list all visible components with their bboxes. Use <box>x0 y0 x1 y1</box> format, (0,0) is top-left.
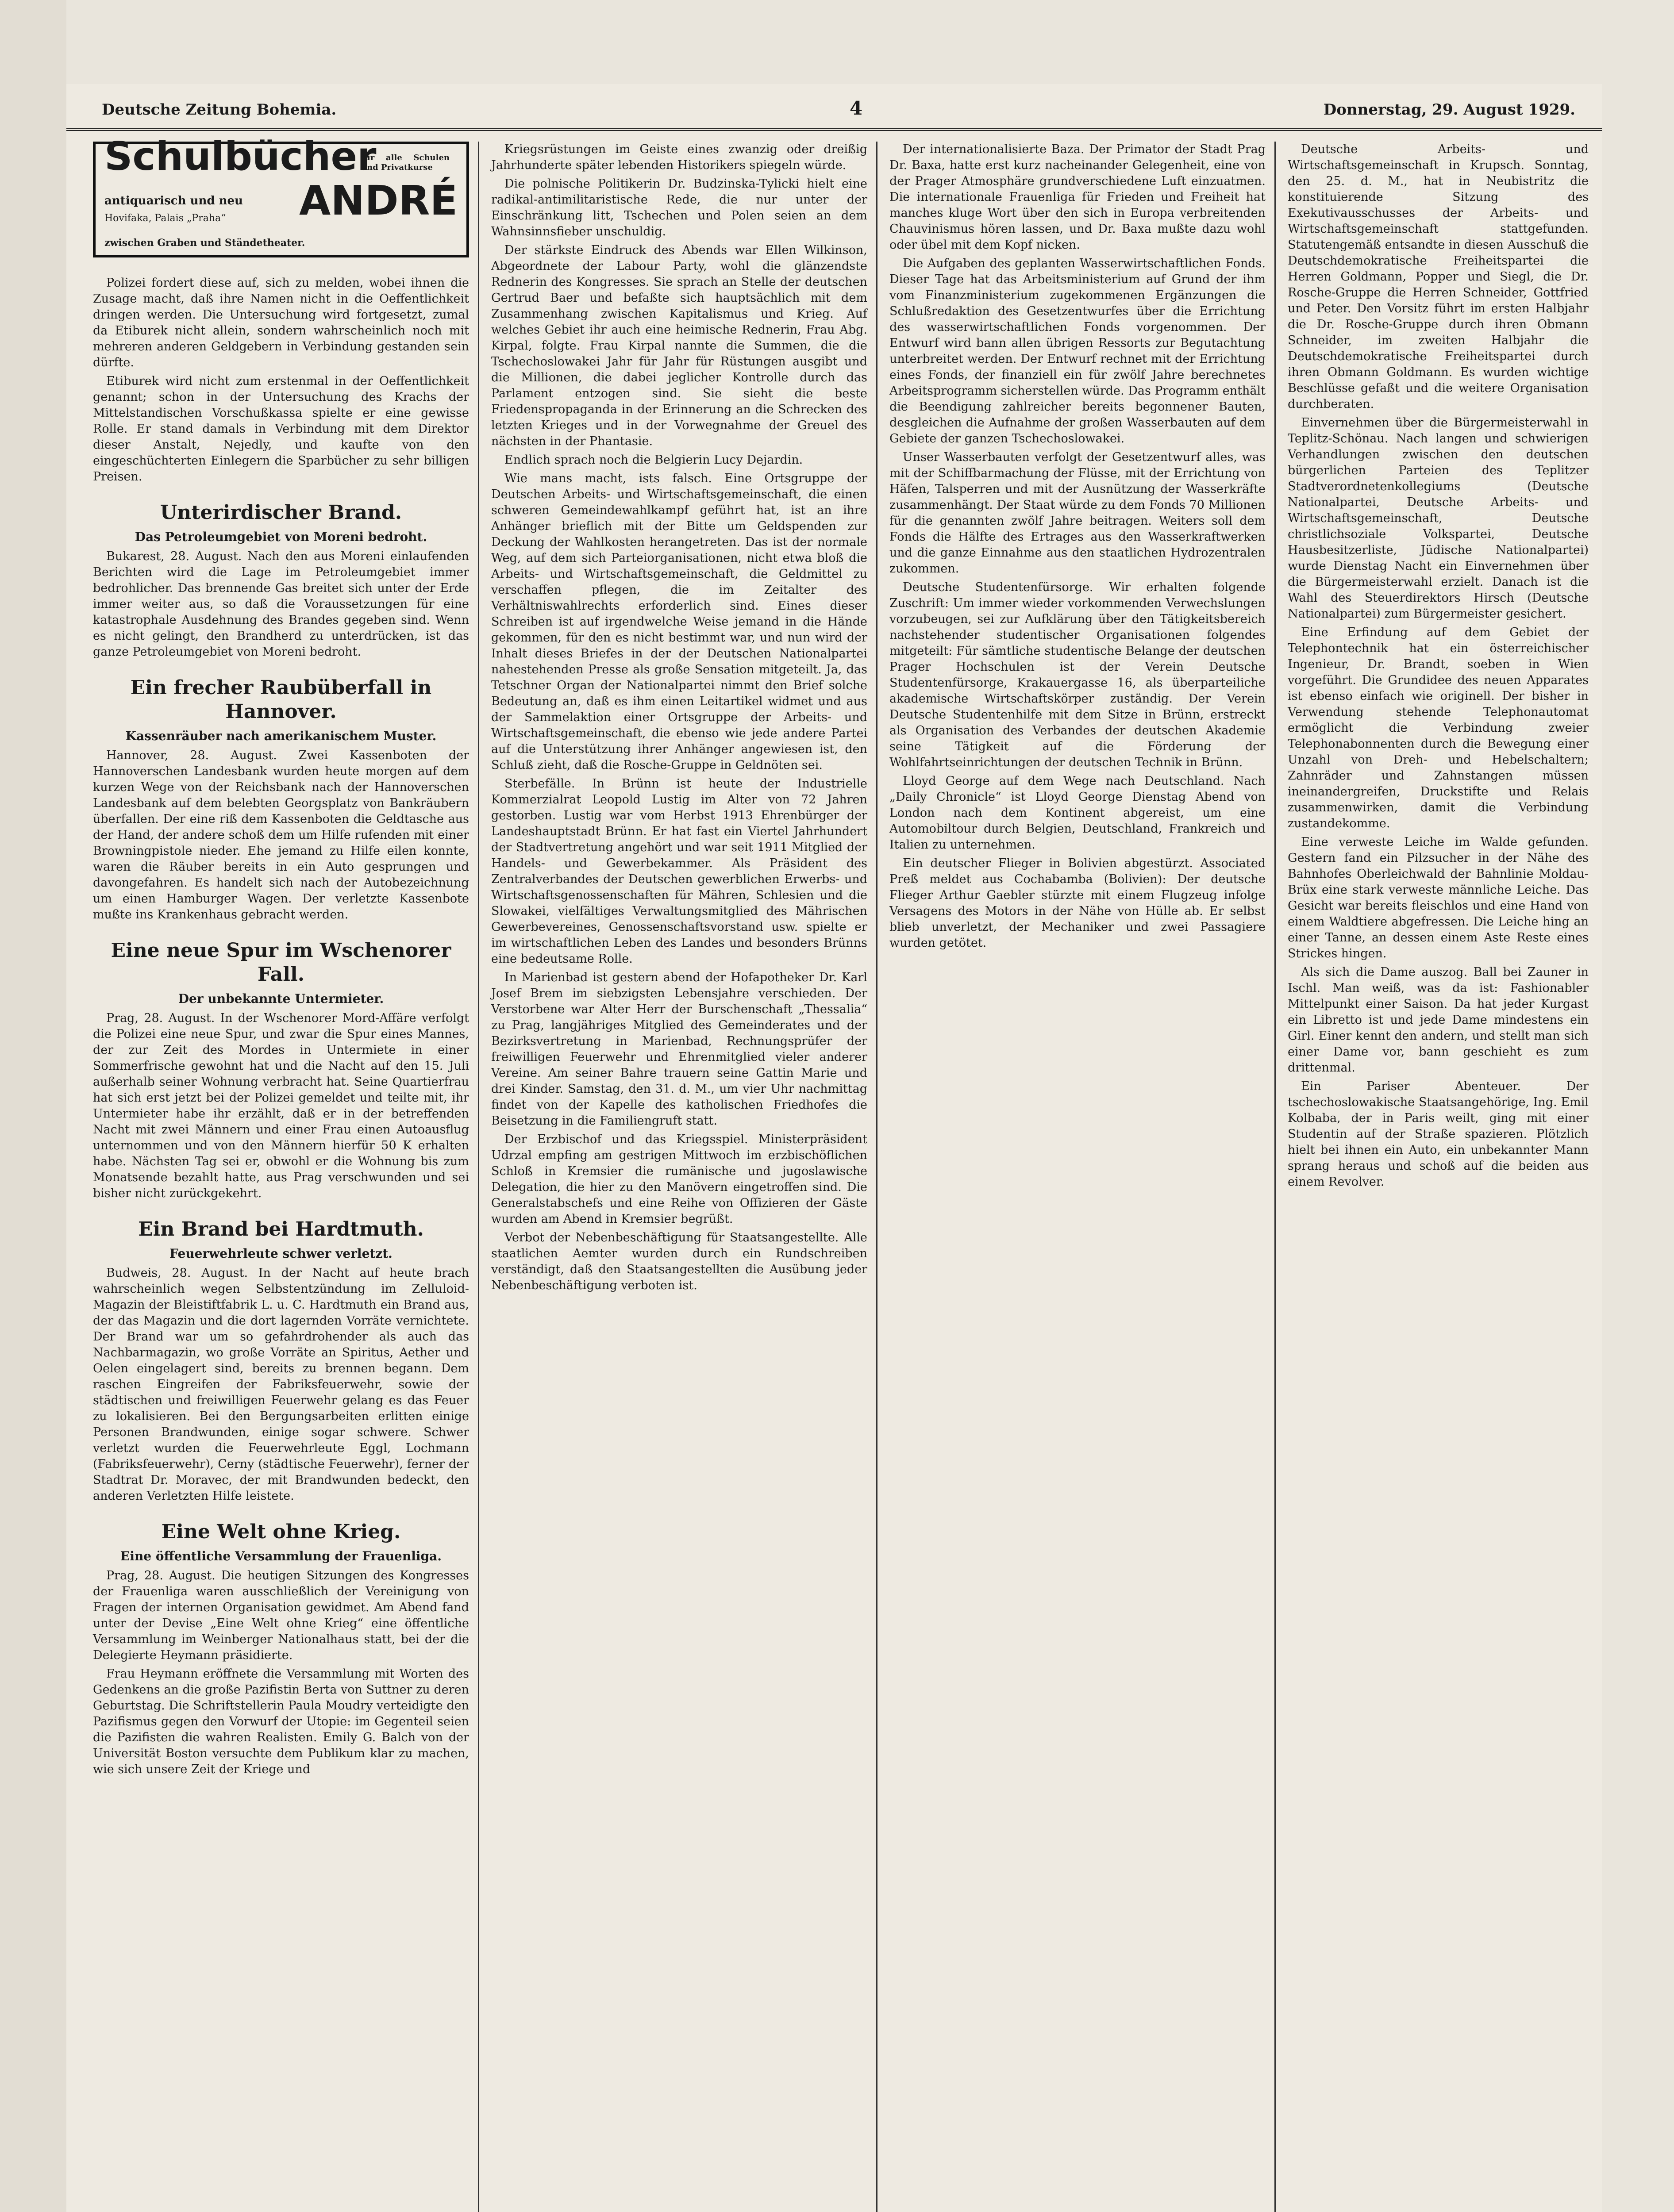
ad-small: für alle Schulen und Privatkurse <box>361 153 450 172</box>
headline: Ein frecher Raubüberfall in Hannover. <box>130 676 432 723</box>
paragraph: Sterbefälle. In Brünn ist heute der Industrielle Kommerzialrat Leopold Lustig im Alter von 72 Jahren gestorben. Lustig war vom Herbst 1913 Ehrenbürger der Landeshauptstadt Brünn. Er hat fast ein Viertel Jahrhundert der Stadtvertretung angehört und war seit 1911 Mitglied der Handels- und Gewerbekammer. Als Präsident des Zentralverbandes der Deutschen gewerblichen Erwerbs- und Wirtschaftsgenossenschaften für Mähren, Schlesien und die Slowakei, vielfältiges Verwaltungsmitglied des Mährischen Gewerbevereines, Genossenschaftsvorstand usw. spielte er im wirtschaftlichen Leben des Landes und besonders Brünns eine bedeutsame Rolle. <box>491 777 867 966</box>
paragraph: Deutsche Studentenfürsorge. Wir erhalten folgende Zuschrift: Um immer wieder vorkommenden Verwechslungen vorzubeugen, sei zur Aufklärung über den Tätigkeitsbereich nachstehender studentischer Organisationen folgendes mitgeteilt: Für sämtliche studentische Belange der deutschen Prager Hochschulen ist der Verein Deutsche Studentenfürsorge, Krakauergasse 16, als überparteiliche akademische Wirtschaftskörper zuständig. Der Verein Deutsche Studentenhilfe mit dem Sitze in Brünn, erstreckt als Organisation des Verbandes der deutschen Akademie seine Tätigkeit auf die Förderung der Wohlfahrtseinrichtungen der deutschen Technik in Brünn. <box>889 580 1266 769</box>
paragraph: Eine verweste Leiche im Walde gefunden. Gestern fand ein Pilzsucher in der Nähe des Bahnhofes Oberleichwald der Bahnlinie Moldau-Brüx eine stark verweste männliche Leiche. Das Gesicht war bereits fleischlos und eine Hand von einem Waldtiere abgefressen. Die Leiche hing an einer Tanne, an dessen einem Aste Reste eines Strickes hingen. <box>1288 835 1589 960</box>
column-rule <box>876 142 877 2212</box>
paragraph: Ein deutscher Flieger in Bolivien abgestürzt. Associated Preß meldet aus Cochabamba (Bolivien): Der deutsche Flieger Arthur Gaebler stürzte mit einem Flugzeug infolge Versagens des Motors in der Nähe von Hülle ab. Er selbst blieb unverletzt, der Mechaniker und zwei Passagiere wurden getötet. <box>889 856 1266 950</box>
issue-date: Donnerstag, 29. August 1929. <box>1323 101 1575 119</box>
paragraph: Die polnische Politikerin Dr. Budzinska-Tylicki hielt eine radikal-antimilitaristische Rede, die nur unter der Einschränkung litt, Tschechen und Polen seien an dem Wahnsinnsfieber unschuldig. <box>491 177 867 238</box>
paragraph: Endlich sprach noch die Belgierin Lucy Dejardin. <box>504 453 803 467</box>
headline: Eine Welt ohne Krieg. <box>161 1521 401 1543</box>
advertisement-andre <box>93 134 469 257</box>
paragraph: Der internationalisierte Baza. Der Primator der Stadt Prag Dr. Baxa, hatte erst kurz nacheinander Gelegenheit, eine von der Prager Atmosphäre grundverschiedene Luft einzuatmen. Die internationale Frauenliga für Frieden und Freiheit hat manches kluge Wort über den sich in Europa verbreitenden Chauvinismus hören lassen, und Dr. Baxa mußte dazu wohl oder übel mit dem Kopf nicken. <box>889 142 1266 252</box>
column-3 <box>889 142 1266 954</box>
subheadline: Kassenräuber nach amerikanischem Muster. <box>125 729 437 743</box>
paragraph: Hannover, 28. August. Zwei Kassenboten der Hannoverschen Landesbank wurden heute morgen auf dem kurzen Wege von der Reichsbank nach der Hannoverschen Landesbank auf dem belebten Georgsplatz von Bankräubern überfallen. Der eine riß dem Kassenboten die Geldtasche aus der Hand, der andere schoß dem um Hilfe rufenden mit einer Browningpistole nieder. Ehe jemand zu Hilfe eilen konnte, waren die Räuber bereits in ein Auto gesprungen und davongefahren. Es handelt sich nach der Autobezeichnung um einen Hamburger Wagen. Der verletzte Kassenbote mußte ins Krankenhaus gebracht werden. <box>93 749 469 922</box>
paragraph: Etiburek wird nicht zum erstenmal in der Oeffentlichkeit genannt; schon in der Untersuchung des Krachs der Mittelstandischen Vorschußkassa spielte er eine gewisse Rolle. Er stand damals in Verbindung mit dem Direktor dieser Anstalt, Nejedly, und kaufte von den eingeschüchterten Einlegern die Sparbücher zu sehr billigen Preisen. <box>93 374 469 484</box>
scan-border <box>0 0 66 2212</box>
headline: Unterirdischer Brand. <box>160 501 402 524</box>
paragraph: Einvernehmen über die Bürgermeisterwahl in Teplitz-Schönau. Nach langen und schwierigen Verhandlungen zwischen den deutschen bürgerlichen Parteien des Teplitzer Stadtverordnetenkollegiums (Deutsche Nationalpartei, Deutsche Arbeits- und Wirtschaftsgemeinschaft, Deutsche christlichsoziale Volkspartei, Deutsche Hausbesitzerliste, Jüdische Nationalpartei) wurde Dienstag Nacht ein Einvernehmen über die Bürgermeisterwahl erzielt. Danach ist die Wahl des Steuerdirektors Hirsch (Deutsche Nationalpartei) zum Bürgermeister gesichert. <box>1288 416 1589 621</box>
paragraph: Ein Pariser Abenteuer. Der tschechoslowakische Staatsangehörige, Ing. Emil Kolbaba, der in Paris weilt, ging mit einer Studentin auf der Straße spazieren. Plötzlich hielt bei ihnen ein Auto, ein unbekannter Mann sprang heraus und schoß auf die beiden aus einem Revolver. <box>1288 1079 1589 1189</box>
paragraph: Prag, 28. August. In der Wschenorer Mord-Affäre verfolgt die Polizei eine neue Spur, und zwar die Spur eines Mannes, der zur Zeit des Mordes in Untermiete in einer Sommerfrische gewohnt hat und die Nacht auf den 15. Juli außerhalb seiner Wohnung verbracht hat. Seine Quartierfrau hat sich erst jetzt bei der Polizei gemeldet und teilte mit, ihr Untermieter habe ihr erzählt, daß er in der betreffenden Nacht mit zwei Männern und einer Frau einen Autoausflug unternommen und von den Männern hierfür 50 K erhalten habe. Nächsten Tag sei er, obwohl er die Wohnung bis zum Monatsende bezahlt hatte, aus Prag verschwunden und sei bisher nicht zurückgekehrt. <box>93 1011 469 1200</box>
column-2 <box>491 142 867 1296</box>
paragraph: Verbot der Nebenbeschäftigung für Staatsangestellte. Alle staatlichen Aemter wurden durch ein Rundschreiben verständigt, daß den Staatsangestellten die Ausübung jeder Nebenbeschäftigung verboten ist. <box>491 1231 867 1292</box>
subheadline: Feuerwehrleute schwer verletzt. <box>169 1246 393 1261</box>
ad-brand: ANDRÉ <box>299 177 458 224</box>
paragraph: Lloyd George auf dem Wege nach Deutschland. Nach „Daily Chronicle“ ist Lloyd George Dienstag Abend von London nach dem Kontinent abgereist, um eine Automobiltour durch Belgien, Deutschland, Frankreich und Italien zu unternehmen. <box>889 774 1266 852</box>
paragraph: Deutsche Arbeits- und Wirtschaftsgemeinschaft in Krupsch. Sonntag, den 25. d. M., hat in Neubistritz die konstituierende Sitzung des Exekutivausschusses der Arbeits- und Wirtschaftsgemeinschaft stattgefunden. Statutengemäß entsandte in diesen Ausschuß die Deutschdemokratische Freiheitspartei die Herren Goldmann, Popper und Siegl, die Dr. Rosche-Gruppe die Herren Schneider, Gottfried und Peter. Den Vorsitz führt im ersten Halbjahr die Dr. Rosche-Gruppe durch ihren Obmann Schneider, im zweiten Halbjahr die Deutschdemokratische Freiheitspartei durch ihren Obmann Goldmann. Es wurden wichtige Beschlüsse gefaßt und die weitere Organisation durchberaten. <box>1288 142 1589 411</box>
ad-line: zwischen Graben und Ständetheater. <box>104 237 305 249</box>
headline: Ein Brand bei Hardtmuth. <box>138 1218 424 1240</box>
newspaper-page <box>66 84 1602 2212</box>
paragraph: Frau Heymann eröffnete die Versammlung mit Worten des Gedenkens an die große Pazifistin Berta von Suttner zu deren Geburtstag. Die Schriftstellerin Paula Moudry verteidigte den Pazifismus gegen den Vorwurf der Utopie: im Gegenteil seien die Pazifisten die wahren Realisten. Emily G. Balch von der Universität Boston versuchte dem Publikum klar zu machen, wie sich unsere Zeit der Kriege und <box>93 1667 469 1776</box>
subheadline: Eine öffentliche Versammlung der Frauenliga. <box>120 1549 442 1563</box>
masthead-title: Deutsche Zeitung Bohemia. <box>102 101 337 119</box>
paragraph: Unser Wasserbauten verfolgt der Gesetzentwurf alles, was mit der Schiffbarmachung der Flüsse, mit der Errichtung von Häfen, Talsperren und mit der Ausnützung der Wasserkräfte zusammenhängt. Der Staat würde zu dem Fonds 70 Millionen für die genannten zwölf Jahre beitragen. Weiters soll dem Fonds die Hälfte des Ertrages aus den Wasserkraftwerken und die ganze Einnahme aus den staatlichen Hydrozentralen zukommen. <box>889 450 1266 576</box>
subheadline: Der unbekannte Untermieter. <box>178 991 384 1006</box>
subheadline: Das Petroleumgebiet von Moreni bedroht. <box>135 530 427 544</box>
paragraph: Die Aufgaben des geplanten Wasserwirtschaftlichen Fonds. Dieser Tage hat das Arbeitsministerium auf Grund der ihm vom Finanzministerium zugekommenen Ergänzungen die Schlußredaktion des Gesetzentwurfes über die Errichtung des wasserwirtschaftlichen Fonds vorgenommen. Der Entwurf wird bann allen übrigen Ressorts zur Begutachtung unterbreitet werden. Der Entwurf rechnet mit der Errichtung eines Fonds, der finanziell ein für zwölf Jahre berechnetes Arbeitsprogramm sicherstellen würde. Das Programm enthält die Beendigung zahlreicher bereits begonnener Bauten, desgleichen die Aufnahme der großen Wasserbauten auf dem Gebiete der ganzen Tschechoslowakei. <box>889 257 1266 445</box>
column-1 <box>93 134 469 1780</box>
paragraph: Der Erzbischof und das Kriegsspiel. Ministerpräsident Udrzal empfing am gestrigen Mittwoch im erzbischöflichen Schloß in Kremsier die rumänische und jugoslawische Delegation, die hier zu den Manövern eingetroffen sind. Die Generalstabschefs und eine Reihe von Offizieren der Gäste wurden am Abend in Kremsier begrüßt. <box>491 1133 867 1226</box>
paragraph: Polizei fordert diese auf, sich zu melden, wobei ihnen die Zusage macht, daß ihre Namen nicht in die Oeffentlichkeit dringen werden. Die Untersuchung wird fortgesetzt, zumal da Etiburek nicht allein, sondern wahrscheinlich noch mit mehreren anderen Geldgebern in Verbindung gestanden sein dürfte. <box>93 276 469 369</box>
paragraph: Kriegsrüstungen im Geiste eines zwanzig oder dreißig Jahrhunderte später lebenden Historikers spiegeln würde. <box>491 142 867 172</box>
paragraph: Wie mans macht, ists falsch. Eine Ortsgruppe der Deutschen Arbeits- und Wirtschaftsgemeinschaft, die einen schweren Gemeindewahlkampf geführt hat, ist an ihre Anhänger brieflich mit der Bitte um Geldspenden zur Deckung der Wahlkosten herangetreten. Das ist der normale Weg, auf dem sich Parteiorganisationen, nicht etwa bloß die Arbeits- und Wirtschaftsgemeinschaft, die Geldmittel zu verschaffen pflegen, die im Zeitalter des Verhältniswahlrechts erforderlich sind. Eines dieser Schreiben ist auf irgendwelche Weise jemand in die Hände gekommen, für den es nicht bestimmt war, und nun wird der Inhalt dieses Briefes in der der Deutschen Nationalpartei nahestehenden Presse als große Sensation mitgeteilt. Ja, das Tetschner Organ der Nationalpartei nimmt den Brief solche Bedeutung an, daß es ihm einen Leitartikel widmet und aus der Sammelaktion einer Ortsgruppe der Arbeits- und Wirtschaftsgemeinschaft, die ebenso wie jede andere Partei auf die Unterstützung ihrer Anhänger angewiesen ist, den Schluß zieht, daß die Rosche-Gruppe in Geldnöten sei. <box>491 472 867 772</box>
paragraph: Bukarest, 28. August. Nach den aus Moreni einlaufenden Berichten wird die Lage im Petroleumgebiet immer bedrohlicher. Das brennende Gas breitet sich unter der Erde immer weiter aus, so daß die Voraussetzungen für eine katastrophale Ausdehnung des Brandes gegeben sind. Wenn es nicht gelingt, den Brandherd zu unterdrücken, ist das ganze Petroleumgebiet von Moreni bedroht. <box>93 549 469 659</box>
running-header <box>66 97 1602 131</box>
ad-title: Schulbücher <box>104 134 377 179</box>
column-rule <box>1274 142 1276 2212</box>
column-4 <box>1288 142 1589 1193</box>
paragraph: Der stärkste Eindruck des Abends war Ellen Wilkinson, Abgeordnete der Labour Party, wohl die glänzendste Rednerin des Kongresses. Sie sprach an Stelle der deutschen Gertrud Baer und befaßte sich hauptsächlich mit dem Zusammenhang zwischen Kapitalismus und Krieg. Auf welches Gebiet ihr auch eine heimische Rednerin, Frau Abg. Kirpal, folgte. Frau Kirpal nannte die Summen, die die Tschechoslowakei Jahr für Jahr für Rüstungen ausgibt und die Millionen, die dabei jeglicher Kontrolle durch das Parlament entzogen sind. Sie sieht die beste Friedenspropaganda in der Erinnerung an die Schrecken des letzten Krieges und in der Vorwegnahme der Greuel des nächsten in der Phantasie. <box>491 243 867 448</box>
paragraph: Eine Erfindung auf dem Gebiet der Telephontechnik hat ein österreichischer Ingenieur, Dr. Brandt, soeben in Wien vorgeführt. Die Grundidee des neuen Apparates ist ebenso einfach wie originell. Der bisher in Verwendung stehende Telephonautomat ermöglicht die Verbindung zweier Telephonabonnenten durch die Bewegung einer Unzahl von Dreh- und Hebelschaltern; Zahnräder und Zahnstangen müssen ineinandergreifen, Druckstifte und Relais zusammenwirken, damit die Verbindung zustandekomme. <box>1288 626 1589 830</box>
paragraph: In Marienbad ist gestern abend der Hofapotheker Dr. Karl Josef Brem im siebzigsten Lebensjahre verschieden. Der Verstorbene war Alter Herr der Burschenschaft „Thessalia“ zu Prag, langjähriges Mitglied des Gemeinderates und der Bezirksvertretung in Marienbad, Rechnungsprüfer der freiwilligen Feuerwehr und Ehrenmitglied vieler anderer Vereine. Am seiner Bahre trauern seine Gattin Marie und drei Kinder. Samstag, den 31. d. M., um vier Uhr nachmittag findet von der Kapelle des katholischen Friedhofes die Beisetzung in die Familiengruft statt. <box>491 971 867 1128</box>
headline: Eine neue Spur im Wschenorer Fall. <box>111 939 451 986</box>
page-number: 4 <box>850 97 863 119</box>
paragraph: Prag, 28. August. Die heutigen Sitzungen des Kongresses der Frauenliga waren ausschließlich der Vereinigung von Fragen der internen Organisation gewidmet. Am Abend fand unter der Devise „Eine Welt ohne Krieg“ eine öffentliche Versammlung im Weinberger Nationalhaus statt, bei der die Delegierte Heymann präsidierte. <box>93 1569 469 1662</box>
paragraph: Als sich die Dame auszog. Ball bei Zauner in Ischl. Man weiß, was da ist: Fashionabler Mittelpunkt einer Saison. Da hat jeder Kurgast ein Libretto ist und jede Dame mindestens ein Girl. Einer kennt den andern, und stellt man sich einer Dame vor, bann geschieht es zum drittenmal. <box>1288 965 1589 1075</box>
paragraph: Budweis, 28. August. In der Nacht auf heute brach wahrscheinlich wegen Selbstentzündung im Zelluloid-Magazin der Bleistiftfabrik L. u. C. Hardtmuth ein Brand aus, der das Magazin und die dort lagernden Vorräte vernichtete. Der Brand war um so gefahrdrohender als auch das Nachbarmagazin, wo große Vorräte an Spiritus, Aether und Oelen eingelagert sind, bereits zu brennen begann. Dem raschen Eingreifen der Fabriksfeuerwehr, sowie der städtischen und freiwilligen Feuerwehr gelang es das Feuer zu lokalisieren. Bei den Bergungsarbeiten erlitten einige Personen Brandwunden, einige sogar schwere. Schwer verletzt wurden die Feuerwehrleute Eggl, Lochmann (Fabriksfeuerwehr), Cerny (städtische Feuerwehr), ferner der Stadtrat Dr. Moravec, der mit Brandwunden bedeckt, den anderen Verletzten Hilfe leistete. <box>93 1266 469 1503</box>
column-rule <box>478 142 479 2212</box>
ad-line: Hovifaka, Palais „Praha“ <box>104 213 226 224</box>
ad-line: antiquarisch und neu <box>104 194 243 207</box>
